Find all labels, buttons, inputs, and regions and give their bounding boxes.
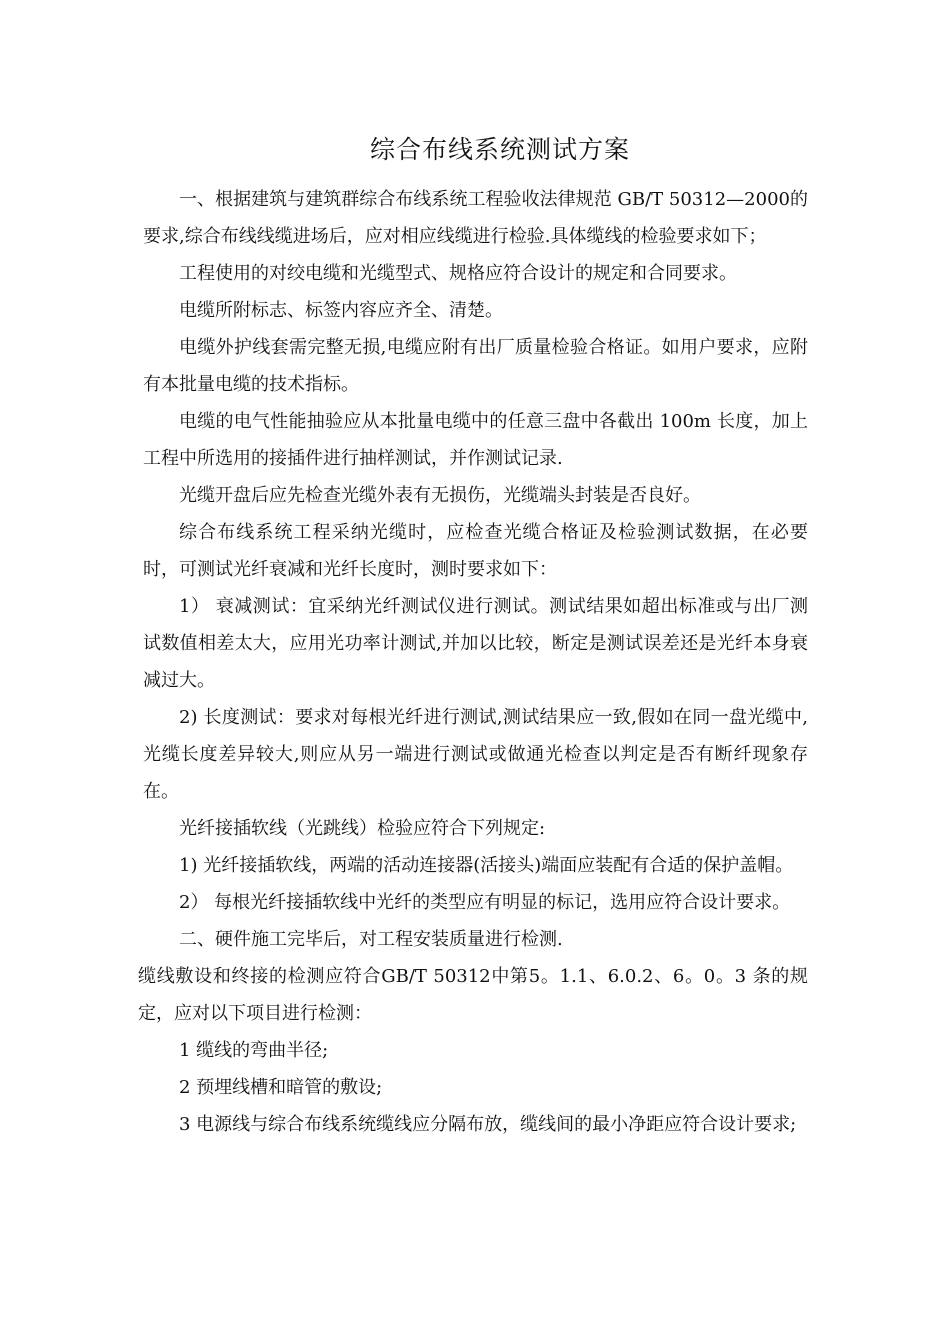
paragraph-electrical-test: 电缆的电气性能抽验应从本批量电缆中的任意三盘中各截出 100m 长度，加上工程中所选用的接插件进行抽样测试，并作测试记录. (143, 411, 808, 469)
paragraph-cable-spec: 工程使用的对绞电缆和光缆型式、规格应符合设计的规定和合同要求。 (179, 263, 737, 284)
paragraph-attenuation-test: 1） 衰减测试：宜采纳光纤测试仪进行测试。测试结果如超出标准或与出厂测试数值相差太大，应用光功率计测试,并加以比较，断定是测试误差还是光纤本身衰减过大。 (143, 596, 808, 691)
paragraph-cable-sheath: 电缆外护线套需完整无损,电缆应附有出厂质量检验合格证。如用户要求，应附有本批量电缆的技术指标。 (143, 337, 808, 395)
document-body (138, 181, 808, 1143)
paragraph-fiber-inspection: 光缆开盘后应先检查光缆外表有无损伤，光缆端头封装是否良好。 (179, 485, 701, 506)
paragraph-patch-cord-caps: 1) 光纤接插软线，两端的活动连接器(活接头)端面应装配有合适的保护盖帽。 (179, 855, 794, 876)
paragraph-patch-cord-rules: 光纤接插软线（光跳线）检验应符合下列规定: (179, 818, 546, 839)
paragraph-fiber-certificate: 综合布线系统工程采纳光缆时，应检查光缆合格证及检验测试数据，在必要时，可测试光纤衰减和光纤长度时，测时要求如下： (143, 522, 808, 580)
paragraph-standard-intro: 一、根据建筑与建筑群综合布线系统工程验收法律规范 GB/T 50312—2000的要求,综合布线线缆进场后，应对相应线缆进行检验.具体缆线的检验要求如下； (143, 189, 808, 247)
paragraph-patch-cord-marking: 2） 每根光纤接插软线中光纤的类型应有明显的标记，选用应符合设计要求。 (179, 892, 791, 913)
paragraph-cable-laying-check: 缆线敷设和终接的检测应符合GB/T 50312中第5。1.1、6.0.2、6。0。3 条的规定，应对以下项目进行检测： (138, 966, 808, 1024)
list-item: 2 预埋线槽和暗管的敷设; (179, 1077, 383, 1098)
paragraph-cable-labels: 电缆所附标志、标签内容应齐全、清楚。 (179, 300, 503, 321)
list-item: 3 电源线与综合布线系统缆线应分隔布放，缆线间的最小净距应符合设计要求; (179, 1114, 797, 1135)
list-item: 1 缆线的弯曲半径; (179, 1040, 329, 1061)
document-title: 综合布线系统测试方案 (369, 135, 630, 164)
paragraph-length-test: 2) 长度测试：要求对每根光纤进行测试,测试结果应一致,假如在同一盘光缆中,光缆长度差异较大,则应从另一端进行测试或做通光检查以判定是否有断纤现象存在。 (143, 707, 808, 802)
paragraph-hardware-check: 二、硬件施工完毕后，对工程安装质量进行检测. (179, 929, 563, 950)
